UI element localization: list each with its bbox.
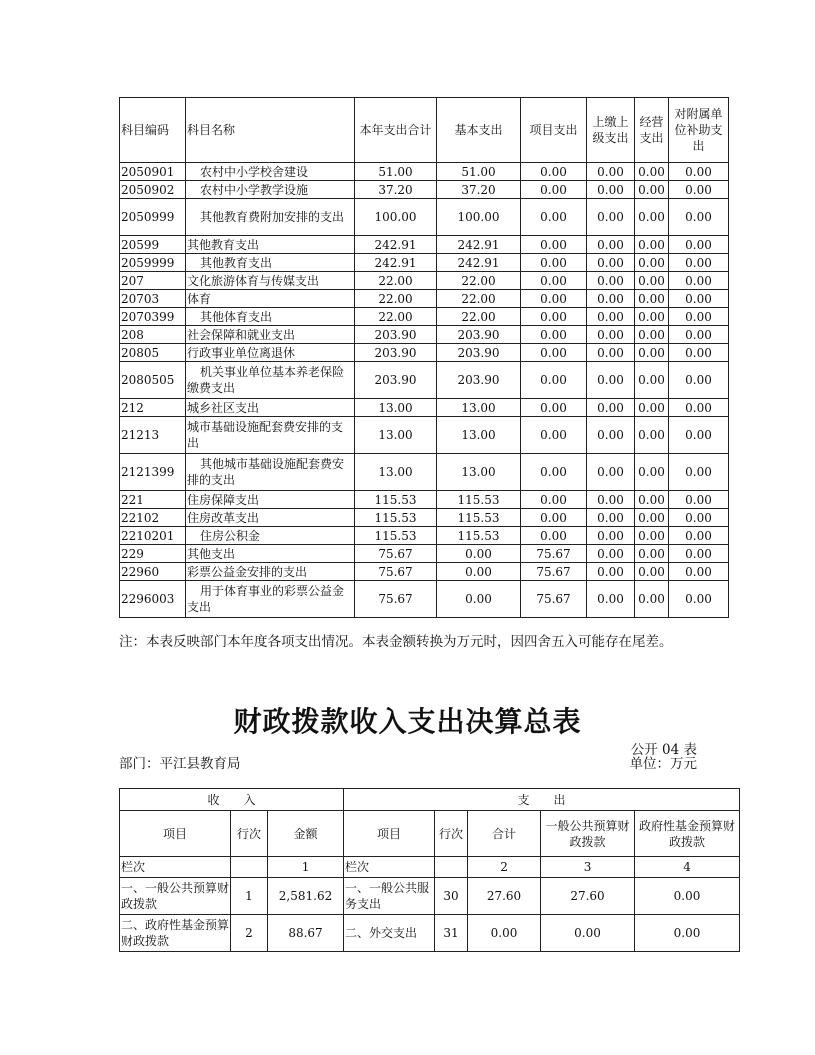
row-value: 0.00: [587, 163, 635, 181]
row-value: 0.00: [437, 581, 521, 618]
table-row-cell: 88.67: [268, 915, 344, 952]
row-value: 0.00: [587, 417, 635, 454]
page-title: 财政拨款收入支出决算总表: [233, 705, 582, 738]
row-value: 0.00: [635, 581, 669, 618]
table-row-cell: 27.60: [468, 878, 541, 915]
row-name: 其他城市基础设施配套费安排的支出: [186, 454, 355, 491]
row-value: 0.00: [587, 491, 635, 509]
table-row-cell: 2,581.62: [268, 878, 344, 915]
column-index-row-cell: 2: [468, 857, 541, 878]
table-row: [120, 254, 729, 272]
header-total: 本年支出合计: [355, 98, 437, 163]
row-value: 0.00: [635, 254, 669, 272]
table-row: [120, 491, 729, 509]
row-value: 203.90: [355, 362, 437, 399]
header-business: 经营支出: [635, 98, 669, 163]
row-value: 0.00: [669, 399, 729, 417]
row-value: 0.00: [669, 290, 729, 308]
table-row-cell: 31: [435, 915, 468, 952]
row-name: 机关事业单位基本养老保险缴费支出: [186, 362, 355, 399]
row-value: 13.00: [437, 454, 521, 491]
row-value: 13.00: [437, 399, 521, 417]
row-value: 0.00: [521, 163, 587, 181]
row-code: 2121399: [120, 454, 186, 491]
row-name: 农村中小学教学设施: [186, 181, 355, 199]
column-header-row-cell: 合计: [468, 811, 541, 857]
table-row-cell: 二、政府性基金预算财政拨款: [120, 915, 231, 952]
column-header-row-cell: 行次: [435, 811, 468, 857]
row-value: 0.00: [521, 199, 587, 236]
table-row-cell: 27.60: [541, 878, 635, 915]
header-code: 科目编码: [120, 98, 186, 163]
row-name: 住房保障支出: [186, 491, 355, 509]
income-group-header: 收 入: [120, 789, 344, 811]
row-value: 0.00: [669, 236, 729, 254]
row-value: 0.00: [521, 454, 587, 491]
row-value: 203.90: [355, 344, 437, 362]
row-value: 100.00: [355, 199, 437, 236]
row-code: 2080505: [120, 362, 186, 399]
row-value: 0.00: [587, 344, 635, 362]
row-value: 115.53: [355, 527, 437, 545]
row-value: 0.00: [587, 454, 635, 491]
row-name: 城市基础设施配套费安排的支出: [186, 417, 355, 454]
row-value: 13.00: [437, 417, 521, 454]
row-name: 用于体育事业的彩票公益金支出: [186, 581, 355, 618]
row-code: 20599: [120, 236, 186, 254]
row-value: 0.00: [635, 181, 669, 199]
row-value: 0.00: [669, 254, 729, 272]
row-value: 0.00: [521, 326, 587, 344]
row-value: 0.00: [521, 236, 587, 254]
column-index-row-cell: 栏次: [120, 857, 231, 878]
row-value: 22.00: [437, 290, 521, 308]
table-row-cell: 0.00: [635, 915, 740, 952]
department-label: 部门：平江县教育局: [119, 756, 241, 772]
row-value: 0.00: [587, 254, 635, 272]
row-value: 37.20: [355, 181, 437, 199]
column-index-row-cell: 1: [268, 857, 344, 878]
row-value: 0.00: [669, 344, 729, 362]
row-value: 0.00: [587, 272, 635, 290]
row-name: 住房公积金: [186, 527, 355, 545]
row-value: 0.00: [669, 199, 729, 236]
row-value: 22.00: [355, 272, 437, 290]
row-value: 203.90: [355, 326, 437, 344]
row-value: 0.00: [635, 272, 669, 290]
row-value: 203.90: [437, 362, 521, 399]
row-value: 0.00: [521, 290, 587, 308]
row-value: 0.00: [521, 254, 587, 272]
row-value: 0.00: [669, 163, 729, 181]
table-row: [120, 399, 729, 417]
row-code: 2050999: [120, 199, 186, 236]
row-name: 农村中小学校舍建设: [186, 163, 355, 181]
row-value: 0.00: [521, 181, 587, 199]
table-note: 注：本表反映部门本年度各项支出情况。本表金额转换为万元时，因四舍五入可能存在尾差。: [119, 634, 673, 650]
table-row-cell: 二、外交支出: [344, 915, 435, 952]
row-name: 城乡社区支出: [186, 399, 355, 417]
row-value: 0.00: [437, 545, 521, 563]
unit-label: 单位：万元: [629, 756, 697, 772]
group-header-row: [120, 789, 740, 811]
row-value: 0.00: [587, 181, 635, 199]
form-code: 公开 04 表: [630, 742, 697, 758]
row-value: 0.00: [521, 491, 587, 509]
table-row: [120, 344, 729, 362]
row-value: 75.67: [355, 545, 437, 563]
row-value: 22.00: [437, 272, 521, 290]
row-value: 242.91: [437, 236, 521, 254]
row-value: 0.00: [669, 509, 729, 527]
row-value: 0.00: [521, 399, 587, 417]
column-header-row-cell: 一般公共预算财政拨款: [541, 811, 635, 857]
row-value: 0.00: [635, 527, 669, 545]
row-value: 13.00: [355, 399, 437, 417]
row-value: 75.67: [355, 563, 437, 581]
row-value: 242.91: [355, 254, 437, 272]
row-name: 社会保障和就业支出: [186, 326, 355, 344]
table-row-cell: 一、一般公共服务支出: [344, 878, 435, 915]
table-row-cell: 一、一般公共预算财政拨款: [120, 878, 231, 915]
row-value: 0.00: [635, 509, 669, 527]
row-value: 0.00: [635, 199, 669, 236]
row-value: 51.00: [437, 163, 521, 181]
row-value: 0.00: [635, 417, 669, 454]
column-index-row-cell: [231, 857, 268, 878]
row-value: 0.00: [521, 509, 587, 527]
table-row-cell: 30: [435, 878, 468, 915]
column-index-row-cell: 4: [635, 857, 740, 878]
row-value: 75.67: [521, 581, 587, 618]
row-value: 115.53: [355, 509, 437, 527]
row-value: 0.00: [635, 454, 669, 491]
row-value: 75.67: [521, 545, 587, 563]
row-value: 0.00: [669, 581, 729, 618]
row-value: 0.00: [635, 399, 669, 417]
row-value: 0.00: [669, 181, 729, 199]
column-header-row-cell: 项目: [120, 811, 231, 857]
row-value: 0.00: [587, 563, 635, 581]
row-value: 0.00: [635, 563, 669, 581]
row-value: 0.00: [521, 417, 587, 454]
row-value: 75.67: [355, 581, 437, 618]
table-row: [120, 236, 729, 254]
row-value: 0.00: [635, 491, 669, 509]
row-value: 0.00: [521, 308, 587, 326]
row-value: 0.00: [635, 308, 669, 326]
row-value: 0.00: [669, 308, 729, 326]
row-value: 0.00: [587, 399, 635, 417]
table-row: [120, 417, 729, 454]
row-value: 13.00: [355, 454, 437, 491]
row-name: 其他体育支出: [186, 308, 355, 326]
row-value: 0.00: [635, 362, 669, 399]
row-value: 115.53: [437, 527, 521, 545]
row-value: 0.00: [669, 326, 729, 344]
header-name: 科目名称: [186, 98, 355, 163]
row-value: 22.00: [355, 290, 437, 308]
row-value: 0.00: [587, 308, 635, 326]
row-name: 行政事业单位离退休: [186, 344, 355, 362]
row-value: 0.00: [669, 272, 729, 290]
row-value: 0.00: [635, 163, 669, 181]
row-value: 0.00: [669, 563, 729, 581]
row-code: 2296003: [120, 581, 186, 618]
fiscal-summary-table: [119, 788, 740, 952]
row-value: 51.00: [355, 163, 437, 181]
row-value: 22.00: [437, 308, 521, 326]
table-row-cell: 1: [231, 878, 268, 915]
row-value: 0.00: [521, 272, 587, 290]
row-value: 0.00: [587, 581, 635, 618]
table-row-cell: 0.00: [468, 915, 541, 952]
table-row-cell: 2: [231, 915, 268, 952]
table-row: [120, 199, 729, 236]
row-value: 0.00: [587, 545, 635, 563]
row-value: 0.00: [669, 491, 729, 509]
table-row: [120, 509, 729, 527]
row-name: 文化旅游体育与传媒支出: [186, 272, 355, 290]
row-value: 203.90: [437, 326, 521, 344]
row-name: 彩票公益金安排的支出: [186, 563, 355, 581]
header-remit: 上缴上级支出: [587, 98, 635, 163]
row-value: 0.00: [587, 326, 635, 344]
row-value: 37.20: [437, 181, 521, 199]
row-value: 242.91: [437, 254, 521, 272]
column-index-row-cell: [435, 857, 468, 878]
row-code: 221: [120, 491, 186, 509]
row-value: 0.00: [635, 290, 669, 308]
table-row: [120, 915, 740, 952]
row-code: 212: [120, 399, 186, 417]
table-row: [120, 545, 729, 563]
row-value: 0.00: [587, 199, 635, 236]
row-value: 0.00: [587, 236, 635, 254]
row-name: 住房改革支出: [186, 509, 355, 527]
header-basic: 基本支出: [437, 98, 521, 163]
column-header-row-cell: 项目: [344, 811, 435, 857]
expense-detail-table: [119, 97, 729, 618]
table-row: [120, 454, 729, 491]
row-value: 0.00: [437, 563, 521, 581]
header-project: 项目支出: [521, 98, 587, 163]
table-row-cell: 0.00: [635, 878, 740, 915]
row-code: 2050902: [120, 181, 186, 199]
row-value: 0.00: [669, 454, 729, 491]
table-row: [120, 581, 729, 618]
row-value: 242.91: [355, 236, 437, 254]
row-name: 其他教育支出: [186, 236, 355, 254]
table-row: [120, 527, 729, 545]
row-value: 0.00: [587, 362, 635, 399]
row-name: 其他教育支出: [186, 254, 355, 272]
row-code: 22102: [120, 509, 186, 527]
row-value: 75.67: [521, 563, 587, 581]
row-name: 其他教育费附加安排的支出: [186, 199, 355, 236]
row-value: 0.00: [587, 290, 635, 308]
table-row: [120, 308, 729, 326]
column-header-row-cell: 政府性基金预算财政拨款: [635, 811, 740, 857]
table-row: [120, 290, 729, 308]
column-index-row-cell: 栏次: [344, 857, 435, 878]
row-value: 100.00: [437, 199, 521, 236]
column-header-row: [120, 811, 740, 857]
row-code: 2050901: [120, 163, 186, 181]
row-code: 20805: [120, 344, 186, 362]
column-header-row-cell: 行次: [231, 811, 268, 857]
column-header-row-cell: 金额: [268, 811, 344, 857]
row-value: 115.53: [355, 491, 437, 509]
table-header-row: [120, 98, 729, 163]
row-value: 0.00: [635, 344, 669, 362]
expense-group-header: 支 出: [344, 789, 740, 811]
row-value: 0.00: [521, 344, 587, 362]
row-value: 22.00: [355, 308, 437, 326]
row-value: 0.00: [669, 545, 729, 563]
row-value: 0.00: [669, 417, 729, 454]
row-name: 体育: [186, 290, 355, 308]
table-row: [120, 362, 729, 399]
row-value: 115.53: [437, 491, 521, 509]
row-value: 0.00: [635, 545, 669, 563]
header-subsidy: 对附属单位补助支出: [669, 98, 729, 163]
row-code: 21213: [120, 417, 186, 454]
row-code: 208: [120, 326, 186, 344]
row-code: 22960: [120, 563, 186, 581]
table-row: [120, 181, 729, 199]
row-code: 2070399: [120, 308, 186, 326]
row-value: 0.00: [587, 509, 635, 527]
row-value: 0.00: [669, 527, 729, 545]
column-index-row: [120, 857, 740, 878]
row-name: 其他支出: [186, 545, 355, 563]
row-value: 0.00: [521, 362, 587, 399]
table-row-cell: 0.00: [541, 915, 635, 952]
row-code: 207: [120, 272, 186, 290]
row-code: 20703: [120, 290, 186, 308]
row-code: 229: [120, 545, 186, 563]
table-row: [120, 878, 740, 915]
row-value: 0.00: [521, 527, 587, 545]
table-row: [120, 326, 729, 344]
row-code: 2059999: [120, 254, 186, 272]
row-code: 2210201: [120, 527, 186, 545]
row-value: 203.90: [437, 344, 521, 362]
row-value: 0.00: [635, 236, 669, 254]
row-value: 0.00: [669, 362, 729, 399]
row-value: 0.00: [587, 527, 635, 545]
row-value: 0.00: [635, 326, 669, 344]
table-row: [120, 163, 729, 181]
table-row: [120, 563, 729, 581]
row-value: 13.00: [355, 417, 437, 454]
column-index-row-cell: 3: [541, 857, 635, 878]
row-value: 115.53: [437, 509, 521, 527]
table-row: [120, 272, 729, 290]
